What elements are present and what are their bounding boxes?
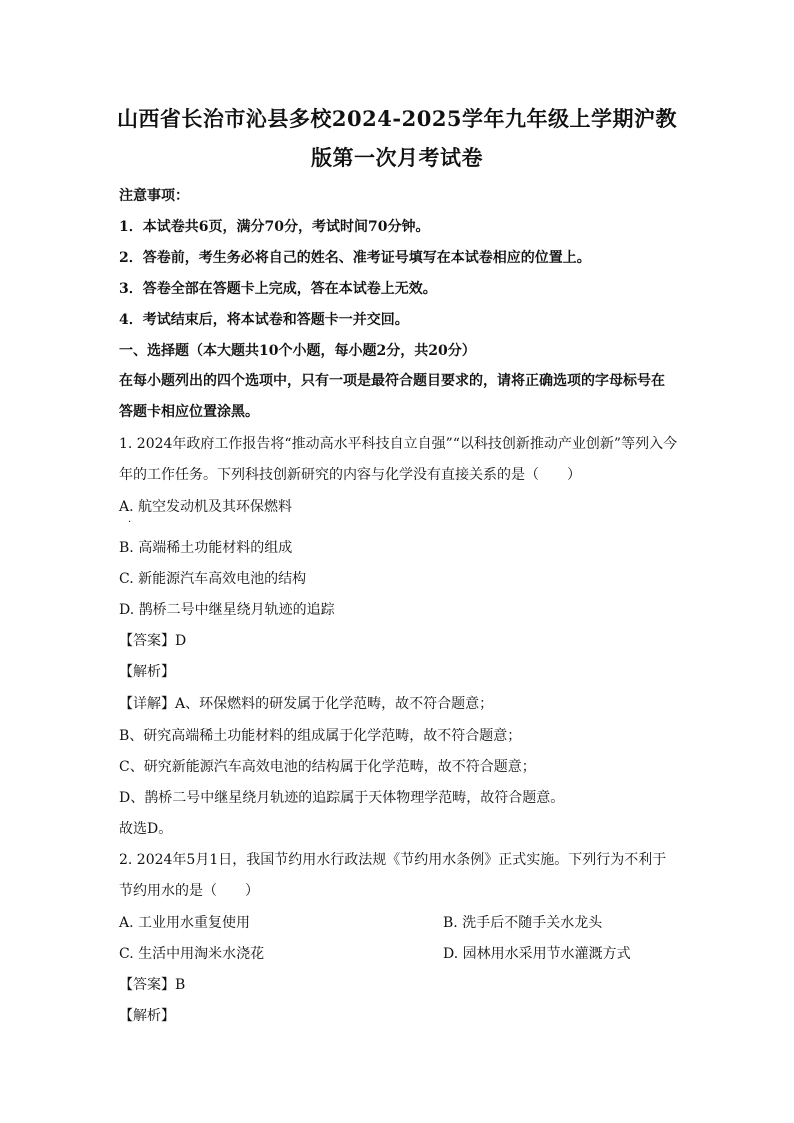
question-2-stem: 节约用水的是（ ） <box>119 883 259 899</box>
question-1-conclusion: 故选D。 <box>119 821 173 837</box>
notice-item: 2．答卷前，考生务必将自己的姓名、准考证号填写在本试卷相应的位置上。 <box>119 250 591 266</box>
question-1-analysis-heading: 【解析】 <box>119 664 175 680</box>
question-1-analysis-line: D、鹊桥二号中继星绕月轨迹的追踪属于天体物理学范畴，故符合题意。 <box>119 790 565 806</box>
notice-item: 4．考试结束后，将本试卷和答题卡一并交回。 <box>119 312 409 328</box>
question-2-option-c: C. 生活中用淘米水浇花 <box>119 946 265 962</box>
section-heading: 一、选择题（本大题共10个小题，每小题2分，共20分） <box>119 343 476 359</box>
exam-title-line2: 版第一次月考试卷 <box>311 145 483 170</box>
question-2-option-a: A. 工业用水重复使用 <box>119 915 251 931</box>
notice-item: 1．本试卷共6页，满分70分，考试时间70分钟。 <box>119 219 430 235</box>
stray-dot: · <box>128 517 132 528</box>
question-1-analysis-line: 【详解】A、环保燃料的研发属于化学范畴，故不符合题意； <box>119 696 494 712</box>
exam-title-line1: 山西省长治市沁县多校2024-2025学年九年级上学期沪教 <box>116 106 678 131</box>
question-1-option-b: B. 高端稀土功能材料的组成 <box>119 540 293 556</box>
question-1-answer: 【答案】D <box>119 633 187 649</box>
question-2-stem: 2. 2024年5月1日，我国节约用水行政法规《节约用水条例》正式实施。下列行为不利于 <box>119 852 667 868</box>
notice-heading: 注意事项： <box>119 188 189 204</box>
section-instruction: 在每小题列出的四个选项中，只有一项是最符合题目要求的，请将正确选项的字母标号在 <box>119 373 665 389</box>
section-instruction: 答题卡相应位置涂黑。 <box>119 404 259 420</box>
question-1-option-a: A. 航空发动机及其环保燃料 <box>119 499 293 515</box>
question-1-option-d: D. 鹊桥二号中继星绕月轨迹的追踪 <box>119 602 335 618</box>
notice-item: 3．答卷全部在答题卡上完成，答在本试卷上无效。 <box>119 281 437 297</box>
question-2-answer: 【答案】B <box>119 977 186 993</box>
question-1-analysis-line: C、研究新能源汽车高效电池的结构属于化学范畴，故不符合题意； <box>119 759 536 775</box>
question-1-option-c: C. 新能源汽车高效电池的结构 <box>119 571 307 587</box>
question-1-stem: 年的工作任务。下列科技创新研究的内容与化学没有直接关系的是（ ） <box>119 467 581 483</box>
question-2-option-d: D. 园林用水采用节水灌溉方式 <box>443 946 631 962</box>
question-2-option-b: B. 洗手后不随手关水龙头 <box>443 915 603 931</box>
question-1-stem: 1. 2024年政府工作报告将“推动高水平科技自立自强”“以科技创新推动产业创新”等列入今 <box>119 436 678 452</box>
question-2-analysis-heading: 【解析】 <box>119 1008 175 1024</box>
question-1-analysis-line: B、研究高端稀土功能材料的组成属于化学范畴，故不符合题意； <box>119 728 522 744</box>
